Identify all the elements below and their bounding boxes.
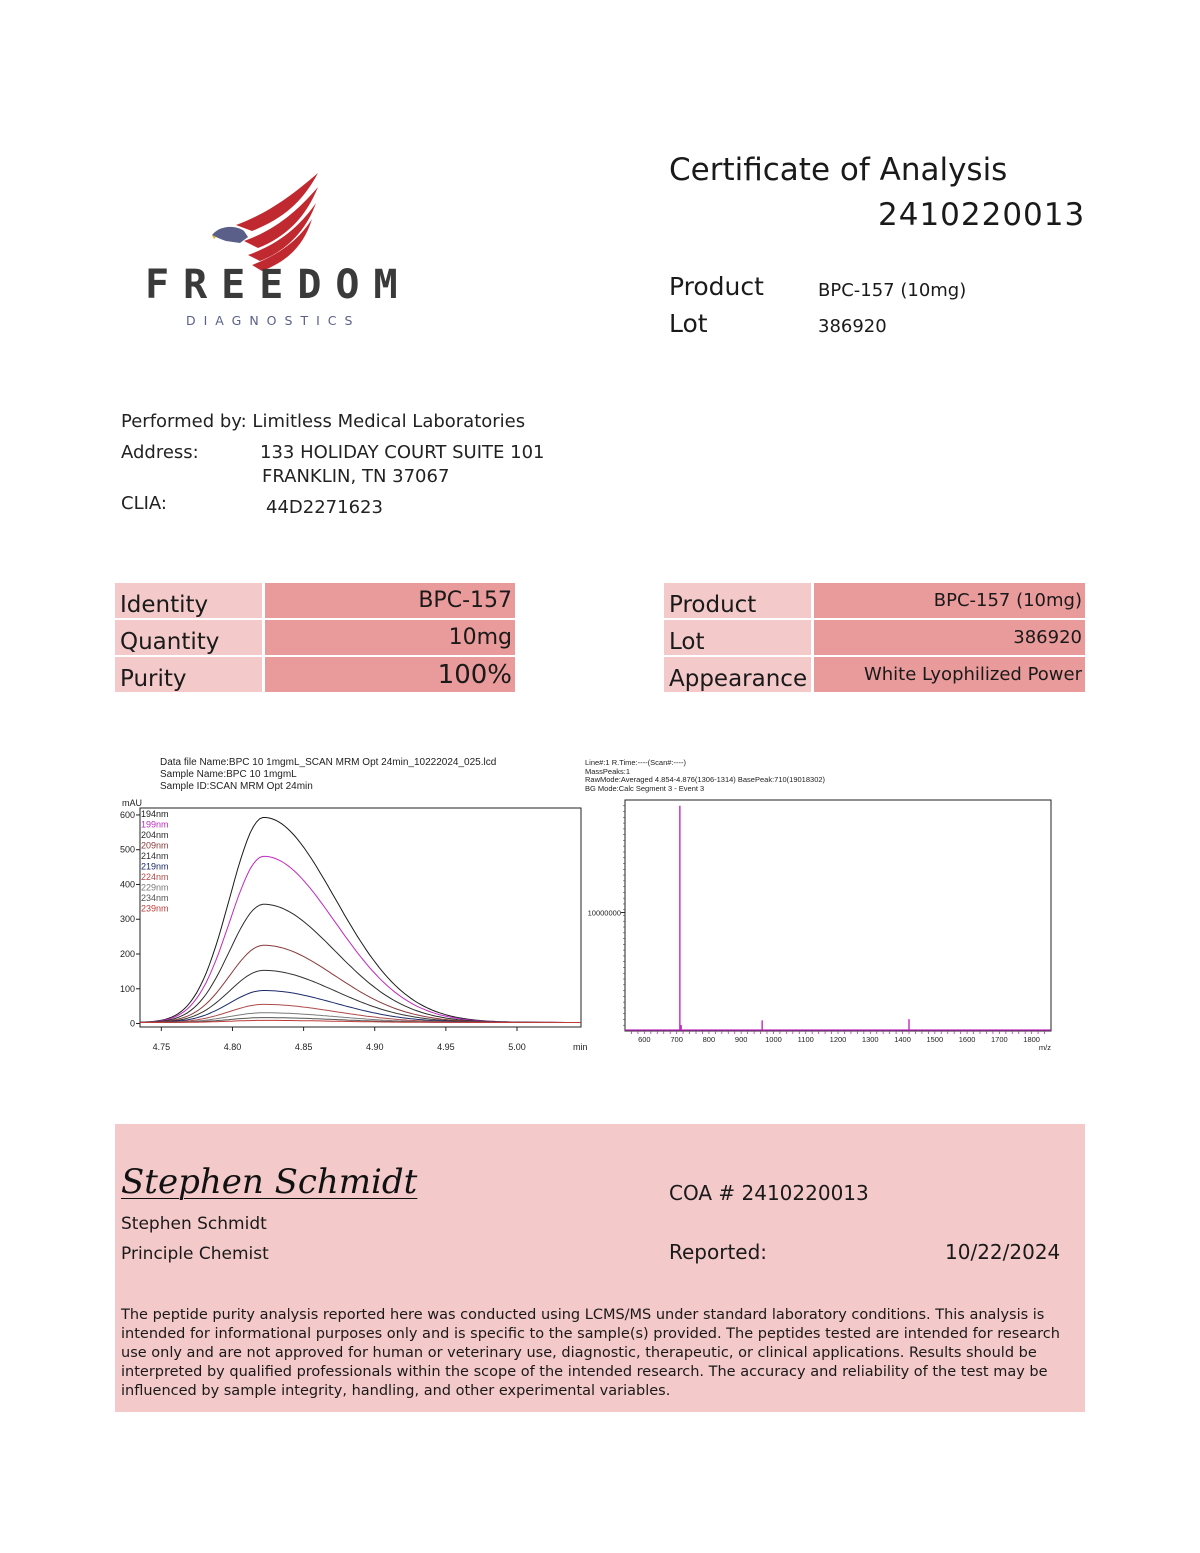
certificate-number: 2410220013 [878, 197, 1086, 233]
legend-entry: 224nm [141, 872, 169, 882]
header-lot-value: 386920 [818, 316, 887, 337]
legend-entry: 219nm [141, 861, 169, 872]
chromatogram-header-line: Sample ID:SCAN MRM Opt 24min [160, 781, 313, 792]
table-row [115, 656, 515, 693]
brand-name: FREEDOM [145, 262, 412, 308]
table-label: Quantity [115, 619, 264, 656]
certificate-title: Certificate of Analysis [669, 152, 1008, 188]
table-value: BPC-157 [264, 583, 516, 619]
chemist-title: Principle Chemist [121, 1244, 269, 1264]
header-product-label: Product [669, 272, 764, 301]
legend-entry: 214nm [141, 851, 169, 861]
x-tick-label: 1600 [958, 1035, 976, 1044]
y-axis-label: mAU [122, 798, 142, 808]
x-tick-label: 900 [734, 1035, 748, 1044]
clia-label: CLIA: [121, 493, 167, 514]
y-tick-label: 10000000 [587, 908, 621, 918]
table-label: Appearance [664, 656, 813, 693]
legend-entry: 234nm [141, 893, 169, 903]
mass-spectrum-header-line: RawMode:Averaged 4.854-4.876(1306-1314) BasePeak:710(19018302) [585, 775, 826, 784]
table-label: Lot [664, 619, 813, 656]
x-axis-label: min [573, 1042, 588, 1052]
legend-entry: 199nm [141, 819, 169, 830]
x-tick-label: 1700 [991, 1035, 1008, 1044]
x-tick-label: 700 [670, 1035, 683, 1044]
y-tick-label: 200 [119, 949, 135, 959]
x-tick-label: 1300 [861, 1035, 879, 1044]
legend-entry: 239nm [141, 903, 169, 914]
table-row [664, 583, 1085, 619]
x-tick-label: 1000 [765, 1035, 782, 1044]
table-value: BPC-157 (10mg) [813, 583, 1086, 619]
chromatogram-header-line: Data file Name:BPC 10 1mgmL_SCAN MRM Opt 24min_10222024_025.lcd [160, 757, 497, 768]
x-tick-label: 4.75 [152, 1042, 171, 1052]
y-tick-label: 500 [119, 844, 135, 855]
y-tick-label: 100 [119, 983, 135, 994]
signature: Stephen Schmidt [121, 1162, 418, 1202]
table-label: Purity [115, 656, 264, 693]
x-tick-label: 5.00 [508, 1042, 526, 1052]
x-tick-label: 1100 [797, 1035, 814, 1044]
series-line-204nm [140, 904, 581, 1022]
x-tick-label: 4.80 [223, 1042, 242, 1052]
mass-spectrum-header-line: MassPeaks:1 [585, 766, 631, 776]
x-tick-label: 1500 [926, 1035, 944, 1044]
x-axis-label: m/z [1038, 1043, 1051, 1052]
legend-entry: 204nm [141, 830, 169, 840]
brand-subtitle: DIAGNOSTICS [186, 313, 361, 328]
plot-frame [625, 800, 1051, 1031]
x-tick-label: 4.85 [294, 1042, 313, 1052]
x-tick-label: 1200 [829, 1035, 847, 1044]
y-tick-label: 400 [119, 879, 135, 890]
mass-spectrum-chart [580, 795, 1060, 1060]
address-line1: 133 HOLIDAY COURT SUITE 101 [260, 442, 545, 463]
x-tick-label: 600 [638, 1035, 651, 1044]
reported-date: 10/22/2024 [945, 1240, 1061, 1264]
mass-spectrum-header-line: Line#:1 R.Time:----(Scan#:----) [585, 758, 686, 767]
series-line-199nm [140, 856, 581, 1022]
chromatogram-header-line: Sample Name:BPC 10 1mgmL [160, 769, 297, 780]
chemist-name: Stephen Schmidt [121, 1214, 267, 1234]
signature-panel [115, 1124, 1085, 1412]
table-label: Identity [115, 583, 264, 619]
header-product-value: BPC-157 (10mg) [818, 280, 967, 301]
clia-value: 44D2271623 [266, 497, 383, 518]
x-tick-label: 1400 [894, 1035, 911, 1044]
y-tick-label: 300 [119, 914, 135, 925]
y-tick-label: 0 [129, 1018, 135, 1029]
table-value: 100% [264, 656, 516, 693]
y-tick-label: 600 [119, 809, 135, 820]
eagle-logo-icon [140, 165, 400, 335]
table-value: 10mg [264, 619, 516, 656]
disclaimer-text: The peptide purity analysis reported here was conducted using LCMS/MS under standard laboratory conditions. This analysis is intended for informational purposes only and is specific to the sample(s) provided. The peptides tested are intended for research use only and are not approved for human or veterinary use, diagnostic, therapeutic, or clinical applications. Results should be interpreted by qualified professionals within the scope of the intended research. The accuracy and reliability of the test may be influenced by sample integrity, handling, and other experimental variables. [121, 1307, 1060, 1399]
coa-number-label: COA # 2410220013 [669, 1181, 869, 1205]
table-value: White Lyophilized Power [813, 656, 1086, 693]
legend-entry: 209nm [141, 840, 169, 851]
table-row [664, 656, 1085, 693]
x-tick-label: 1800 [1023, 1035, 1040, 1044]
table-row [664, 619, 1085, 656]
x-tick-label: 4.90 [365, 1042, 384, 1052]
table-row [115, 619, 515, 656]
table-label: Product [664, 583, 813, 619]
header-lot-label: Lot [669, 309, 708, 338]
legend-entry: 229nm [141, 882, 169, 893]
x-tick-label: 800 [702, 1035, 716, 1044]
performed-by: Performed by: Limitless Medical Laboratories [121, 411, 526, 432]
legend-entry: 194nm [141, 809, 169, 819]
identity-table [115, 583, 515, 694]
table-value: 386920 [813, 619, 1086, 656]
chromatogram-chart [110, 795, 595, 1060]
mass-spectrum-header [585, 759, 825, 793]
address-line2: FRANKLIN, TN 37067 [262, 466, 450, 487]
chromatogram-header [160, 757, 496, 793]
address-label: Address: [121, 442, 199, 463]
x-tick-label: 4.95 [437, 1042, 455, 1052]
product-table [664, 583, 1085, 694]
mass-spectrum-header-line: BG Mode:Calc Segment 3 - Event 3 [585, 783, 705, 793]
table-row [115, 583, 515, 619]
reported-label: Reported: [669, 1240, 768, 1264]
